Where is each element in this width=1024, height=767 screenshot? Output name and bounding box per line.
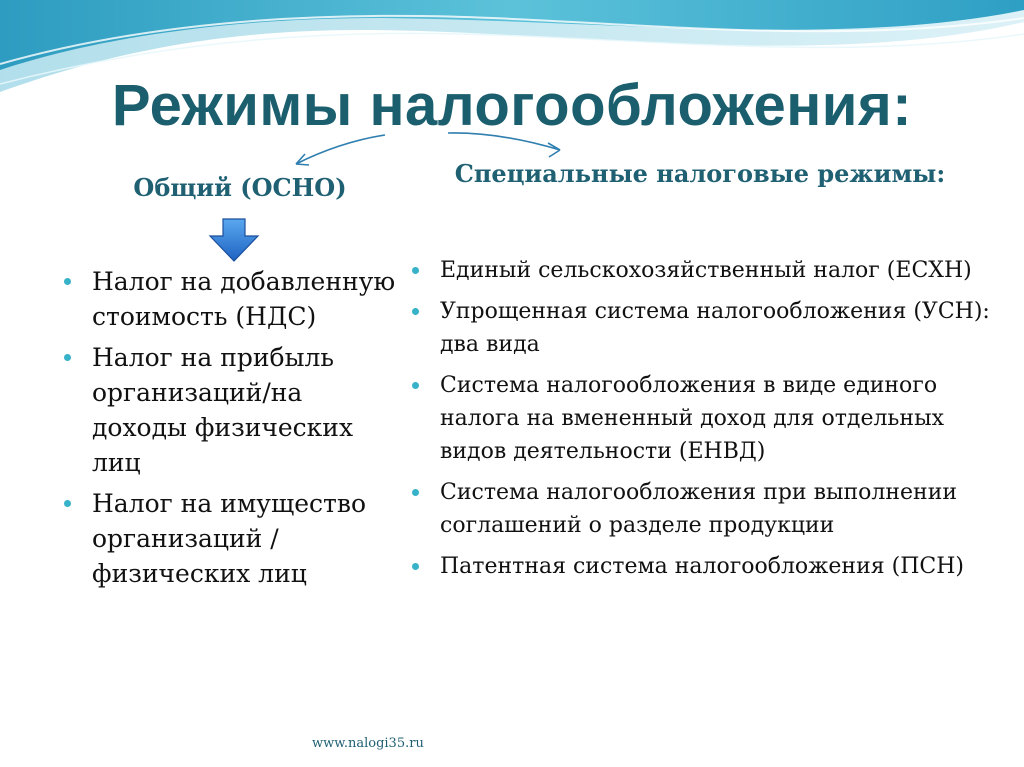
list-item xyxy=(410,476,990,542)
bullet-icon xyxy=(412,308,419,315)
list-item xyxy=(410,550,990,583)
footer-website: www.nalogi35.ru xyxy=(312,736,424,751)
special-regimes-heading: Специальные налоговые режимы: xyxy=(454,159,946,188)
general-regime-heading: Общий (ОСНО) xyxy=(133,173,347,202)
list-item xyxy=(62,486,402,591)
bullet-icon xyxy=(64,278,71,285)
list-item xyxy=(410,295,990,361)
bullet-icon xyxy=(64,500,71,507)
slide-title: Режимы налогообложения: xyxy=(111,73,913,138)
general-regime-list xyxy=(62,264,402,597)
list-item-text: Патентная система налогообложения (ПСН) xyxy=(440,554,965,579)
bullet-icon xyxy=(412,267,419,274)
bullet-icon xyxy=(64,354,71,361)
bullet-icon xyxy=(412,489,419,496)
list-item xyxy=(410,369,990,468)
list-item-text: Упрощенная система налогообложения (УСН): два вида xyxy=(440,299,990,357)
list-item-text: Налог на прибыль организаций/на доходы физических лиц xyxy=(92,343,354,477)
bullet-icon xyxy=(412,382,419,389)
list-item xyxy=(62,264,402,334)
bullet-icon xyxy=(412,563,419,570)
list-item-text: Налог на добавленную стоимость (НДС) xyxy=(92,267,396,331)
down-arrow-icon xyxy=(208,218,260,262)
special-regimes-list xyxy=(410,254,990,591)
list-item-text: Система налогообложения в виде единого налога на вмененный доход для отдельных видов деятельности (ЕНВД) xyxy=(440,373,944,464)
list-item-text: Налог на имущество организаций / физических лиц xyxy=(92,489,367,588)
list-item-text: Единый сельскохозяйственный налог (ЕСХН) xyxy=(440,258,972,283)
list-item-text: Система налогообложения при выполнении соглашений о разделе продукции xyxy=(440,480,958,538)
list-item xyxy=(410,254,990,287)
list-item xyxy=(62,340,402,480)
